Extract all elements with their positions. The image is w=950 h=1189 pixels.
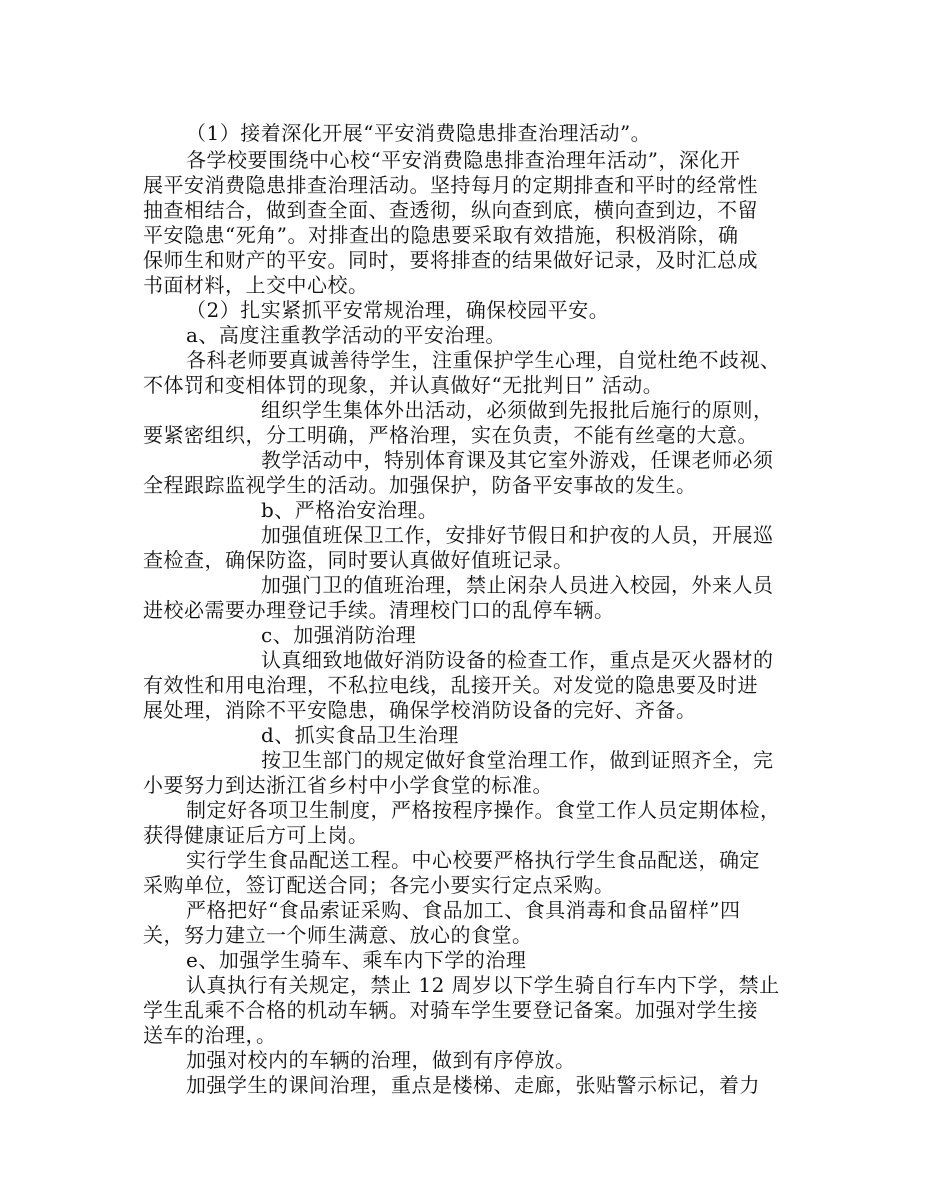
text-line: 各科老师要真诚善待学生，注重保护学生心理，自觉杜绝不歧视、	[186, 348, 781, 372]
text-line: 获得健康证后方可上岗。	[143, 823, 369, 847]
text-line: 小要努力到达浙江省乡村中小学食堂的标准。	[143, 773, 553, 797]
text-line: 制定好各项卫生制度，严格按程序操作。食堂工作人员定期体检，	[186, 798, 781, 822]
text-line: 教学活动中，特别体育课及其它室外游戏，任课老师必须	[261, 448, 774, 472]
text-line: 平安隐患“死角”。对排查出的隐患要采取有效措施，积极消除，确	[143, 223, 739, 247]
text-line: a、高度注重教学活动的平安治理。	[186, 323, 506, 347]
text-line: 加强学生的课间治理，重点是楼梯、走廊，张贴警示标记，着力	[186, 1073, 760, 1097]
text-line: 实行学生食品配送工程。中心校要严格执行学生食品配送，确定	[186, 848, 760, 872]
text-line: 按卫生部门的规定做好食堂治理工作，做到证照齐全，完	[261, 748, 774, 772]
text-line: 各学校要围绕中心校“平安消费隐患排查治理年活动”，深化开	[186, 148, 741, 172]
text-line: 保师生和财产的平安。同时，要将排查的结果做好记录，及时汇总成	[143, 248, 758, 272]
text-line: 学生乱乘不合格的机动车辆。对骑车学生要登记备案。加强对学生接	[143, 998, 758, 1022]
text-line: 送车的治理，。	[143, 1023, 277, 1047]
text-line: 认真执行有关规定，禁止 12 周岁以下学生骑自行车内下学，禁止	[186, 973, 780, 997]
text-line: 书面材料，上交中心校。	[143, 273, 369, 297]
text-line: e、加强学生骑车、乘车内下学的治理	[186, 948, 527, 972]
text-line: 抽查相结合，做到查全面、查透彻，纵向查到底，横向查到边，不留	[143, 198, 758, 222]
text-line: 查检查，确保防盗，同时要认真做好值班记录。	[143, 548, 574, 572]
text-line: 要紧密组织，分工明确，严格治理，实在负责，不能有丝毫的大意。	[143, 423, 758, 447]
text-line: 不体罚和变相体罚的现象，并认真做好“无批判日” 活动。	[143, 373, 664, 397]
text-line: 有效性和用电治理，不私拉电线，乱接开关。对发觉的隐患要及时进	[143, 673, 758, 697]
text-line: 采购单位，签订配送合同；各完小要实行定点采购。	[143, 873, 615, 897]
text-line: 加强门卫的值班治理，禁止闲杂人员进入校园，外来人员	[261, 573, 774, 597]
text-line: 认真细致地做好消防设备的检查工作，重点是灭火器材的	[261, 648, 774, 672]
text-line: 组织学生集体外出活动，必须做到先报批后施行的原则，	[261, 398, 774, 422]
text-line: 展处理，消除不平安隐患，确保学校消防设备的完好、齐备。	[143, 698, 697, 722]
text-line: c、加强消防治理	[261, 623, 417, 647]
text-line: （2）扎实紧抓平安常规治理，确保校园平安。	[186, 298, 610, 322]
text-line: （1）接着深化开展“平安消费隐患排查治理活动”。	[186, 121, 652, 145]
text-line: 加强值班保卫工作，安排好节假日和护夜的人员，开展巡	[261, 523, 774, 547]
text-line: b、严格治安治理。	[261, 498, 439, 522]
text-line: 全程跟踪监视学生的活动。加强保护，防备平安事故的发生。	[143, 473, 697, 497]
text-line: 进校必需要办理登记手续。清理校门口的乱停车辆。	[143, 598, 615, 622]
text-line: 关，努力建立一个师生满意、放心的食堂。	[143, 923, 533, 947]
text-line: 展平安消费隐患排查治理活动。坚持每月的定期排查和平时的经常性	[143, 173, 758, 197]
text-line: d、抓实食品卫生治理	[261, 723, 459, 747]
text-line: 加强对校内的车辆的治理，做到有序停放。	[186, 1048, 576, 1072]
text-line: 严格把好“食品索证采购、食品加工、食具消毒和食品留样”四	[186, 898, 741, 922]
